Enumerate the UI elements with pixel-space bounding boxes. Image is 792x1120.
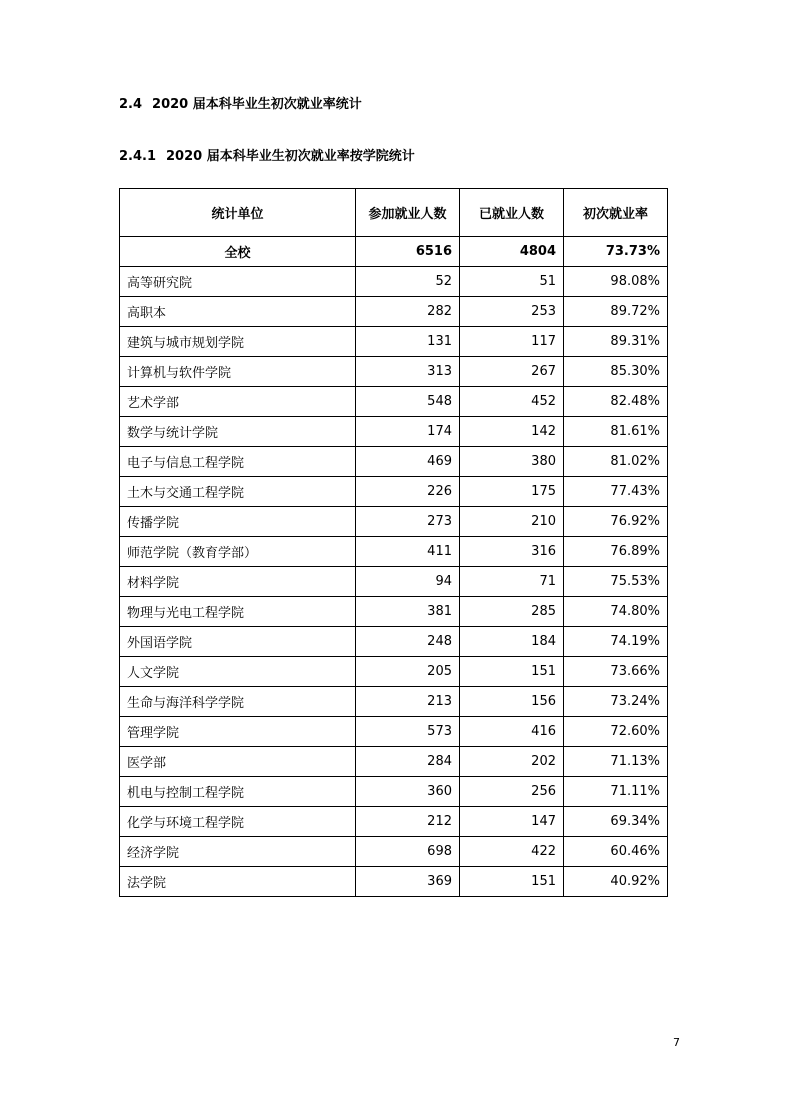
- participants-cell: 282: [356, 297, 460, 327]
- table-row: [120, 867, 668, 897]
- table-row: [120, 597, 668, 627]
- unit-cell: 机电与控制工程学院: [120, 777, 356, 807]
- participants-cell: 174: [356, 417, 460, 447]
- table-row: [120, 357, 668, 387]
- table-row: [120, 657, 668, 687]
- table-row: [120, 717, 668, 747]
- subsection-heading: [119, 145, 415, 164]
- rate-cell: 74.80%: [564, 597, 668, 627]
- unit-cell: 师范学院（教育学部）: [120, 537, 356, 567]
- table-row: [120, 837, 668, 867]
- employed-cell: 416: [460, 717, 564, 747]
- participants-cell: 205: [356, 657, 460, 687]
- employed-cell: 316: [460, 537, 564, 567]
- subsection-number: 2.4.1: [119, 149, 157, 164]
- rate-cell: 69.34%: [564, 807, 668, 837]
- table-row: [120, 537, 668, 567]
- header-employed: 已就业人数: [460, 189, 564, 237]
- participants-cell: 411: [356, 537, 460, 567]
- page-number: 7: [673, 1036, 680, 1049]
- total-employed: 4804: [460, 237, 564, 267]
- header-rate: 初次就业率: [564, 189, 668, 237]
- employed-cell: 452: [460, 387, 564, 417]
- employed-cell: 156: [460, 687, 564, 717]
- participants-cell: 213: [356, 687, 460, 717]
- unit-cell: 建筑与城市规划学院: [120, 327, 356, 357]
- rate-cell: 77.43%: [564, 477, 668, 507]
- rate-cell: 72.60%: [564, 717, 668, 747]
- participants-cell: 548: [356, 387, 460, 417]
- subsection-title: 2020 届本科毕业生初次就业率按学院统计: [166, 149, 415, 164]
- rate-cell: 74.19%: [564, 627, 668, 657]
- unit-cell: 高等研究院: [120, 267, 356, 297]
- unit-cell: 经济学院: [120, 837, 356, 867]
- rate-cell: 73.24%: [564, 687, 668, 717]
- unit-cell: 艺术学部: [120, 387, 356, 417]
- unit-cell: 土木与交通工程学院: [120, 477, 356, 507]
- table-header-row: [120, 189, 668, 237]
- participants-cell: 369: [356, 867, 460, 897]
- participants-cell: 360: [356, 777, 460, 807]
- table-row: [120, 477, 668, 507]
- header-participants: 参加就业人数: [356, 189, 460, 237]
- unit-cell: 数学与统计学院: [120, 417, 356, 447]
- participants-cell: 698: [356, 837, 460, 867]
- employed-cell: 267: [460, 357, 564, 387]
- employed-cell: 422: [460, 837, 564, 867]
- table-row: [120, 507, 668, 537]
- total-participants: 6516: [356, 237, 460, 267]
- table-row: [120, 447, 668, 477]
- participants-cell: 469: [356, 447, 460, 477]
- section-heading: [119, 93, 362, 112]
- participants-cell: 381: [356, 597, 460, 627]
- table-row: [120, 567, 668, 597]
- unit-cell: 外国语学院: [120, 627, 356, 657]
- unit-cell: 医学部: [120, 747, 356, 777]
- rate-cell: 89.72%: [564, 297, 668, 327]
- employed-cell: 117: [460, 327, 564, 357]
- participants-cell: 248: [356, 627, 460, 657]
- table-row: [120, 327, 668, 357]
- employed-cell: 380: [460, 447, 564, 477]
- header-unit: 统计单位: [120, 189, 356, 237]
- rate-cell: 89.31%: [564, 327, 668, 357]
- employed-cell: 202: [460, 747, 564, 777]
- participants-cell: 284: [356, 747, 460, 777]
- employed-cell: 256: [460, 777, 564, 807]
- rate-cell: 73.66%: [564, 657, 668, 687]
- total-rate: 73.73%: [564, 237, 668, 267]
- total-unit: 全校: [120, 237, 356, 267]
- employed-cell: 51: [460, 267, 564, 297]
- employed-cell: 210: [460, 507, 564, 537]
- employed-cell: 151: [460, 867, 564, 897]
- table-row: [120, 417, 668, 447]
- unit-cell: 传播学院: [120, 507, 356, 537]
- participants-cell: 131: [356, 327, 460, 357]
- table-row: [120, 387, 668, 417]
- employed-cell: 184: [460, 627, 564, 657]
- participants-cell: 212: [356, 807, 460, 837]
- table-row: [120, 687, 668, 717]
- unit-cell: 高职本: [120, 297, 356, 327]
- unit-cell: 法学院: [120, 867, 356, 897]
- participants-cell: 273: [356, 507, 460, 537]
- unit-cell: 化学与环境工程学院: [120, 807, 356, 837]
- section-title: 2020 届本科毕业生初次就业率统计: [152, 97, 362, 112]
- rate-cell: 81.02%: [564, 447, 668, 477]
- table-row: [120, 627, 668, 657]
- employed-cell: 71: [460, 567, 564, 597]
- table-row: [120, 777, 668, 807]
- unit-cell: 人文学院: [120, 657, 356, 687]
- unit-cell: 计算机与软件学院: [120, 357, 356, 387]
- employed-cell: 175: [460, 477, 564, 507]
- table-row: [120, 297, 668, 327]
- table-row: [120, 747, 668, 777]
- participants-cell: 94: [356, 567, 460, 597]
- employment-rate-table: [119, 188, 668, 897]
- employed-cell: 151: [460, 657, 564, 687]
- total-row: [120, 237, 668, 267]
- section-number: 2.4: [119, 97, 143, 112]
- employed-cell: 142: [460, 417, 564, 447]
- rate-cell: 98.08%: [564, 267, 668, 297]
- rate-cell: 60.46%: [564, 837, 668, 867]
- employed-cell: 285: [460, 597, 564, 627]
- employed-cell: 147: [460, 807, 564, 837]
- participants-cell: 313: [356, 357, 460, 387]
- table-row: [120, 807, 668, 837]
- unit-cell: 生命与海洋科学学院: [120, 687, 356, 717]
- unit-cell: 管理学院: [120, 717, 356, 747]
- rate-cell: 76.89%: [564, 537, 668, 567]
- rate-cell: 71.11%: [564, 777, 668, 807]
- table-row: [120, 267, 668, 297]
- rate-cell: 40.92%: [564, 867, 668, 897]
- rate-cell: 85.30%: [564, 357, 668, 387]
- unit-cell: 物理与光电工程学院: [120, 597, 356, 627]
- participants-cell: 573: [356, 717, 460, 747]
- participants-cell: 52: [356, 267, 460, 297]
- rate-cell: 71.13%: [564, 747, 668, 777]
- employed-cell: 253: [460, 297, 564, 327]
- unit-cell: 材料学院: [120, 567, 356, 597]
- rate-cell: 75.53%: [564, 567, 668, 597]
- participants-cell: 226: [356, 477, 460, 507]
- rate-cell: 76.92%: [564, 507, 668, 537]
- rate-cell: 81.61%: [564, 417, 668, 447]
- unit-cell: 电子与信息工程学院: [120, 447, 356, 477]
- rate-cell: 82.48%: [564, 387, 668, 417]
